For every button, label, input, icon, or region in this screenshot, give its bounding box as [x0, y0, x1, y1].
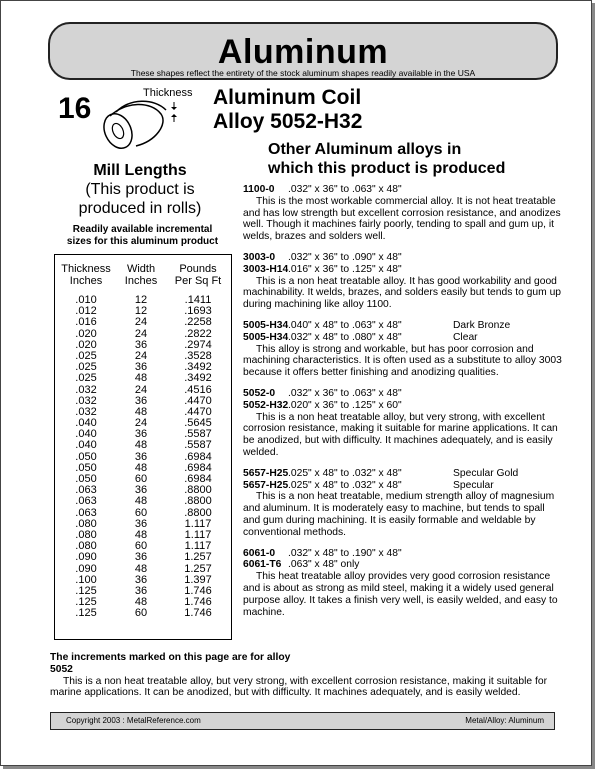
col-header-weight-line1: Pounds: [179, 263, 217, 275]
alloy-dimensions: .032" x 36" to .063" x 48": [288, 387, 402, 399]
cell-weight: 1.257: [184, 562, 212, 575]
product-title: [213, 86, 362, 134]
cell-width: 24: [134, 417, 148, 430]
cell-thickness: .010: [75, 294, 97, 306]
alloy-name: 6061-0: [243, 547, 276, 559]
mill-note-line1: (This product is: [85, 181, 195, 198]
cell-weight: .2822: [184, 327, 212, 340]
cell-width: 48: [134, 405, 148, 418]
cell-width: 24: [134, 383, 148, 396]
table-row: [55, 496, 231, 507]
alloy-dimensions: .020" x 36" to .125" x 60": [288, 399, 402, 411]
alloy-entry: [243, 468, 563, 539]
cell-thickness: .063: [75, 495, 97, 508]
cell-weight: 1.397: [184, 573, 212, 586]
cell-width: 48: [134, 461, 148, 474]
cell-width: 36: [134, 428, 148, 441]
cell-thickness: .080: [75, 540, 97, 553]
cell-width: 36: [134, 517, 148, 530]
table-row: [55, 440, 231, 451]
cell-weight: .3492: [184, 361, 212, 374]
alloy-description: This alloy is strong and workable, but has poor corrosion and machining characteristics. It is often used as a substitute to alloy 3003 because it offers better finishing and anodizing qualities.: [243, 343, 562, 379]
cell-weight: .3528: [184, 349, 212, 362]
cell-weight: .8800: [184, 484, 212, 497]
alloy-name: 5657-H25: [243, 479, 289, 491]
cell-thickness: .125: [75, 607, 97, 620]
footer-copyright: Copyright 2003 : MetalReference.com: [66, 716, 201, 725]
cell-thickness: .050: [75, 450, 97, 463]
cell-weight: 1.117: [184, 540, 212, 553]
page-header: [48, 22, 558, 80]
footnote-heading-line1: The increments marked on this page are for alloy: [50, 652, 291, 663]
sizes-table: [54, 254, 232, 640]
cell-width: 60: [134, 473, 148, 485]
cell-width: 48: [134, 562, 148, 575]
cell-weight: .4516: [184, 383, 212, 396]
alloy-list: [243, 184, 563, 627]
alloy-spec-line: [243, 468, 563, 480]
alloy-dimensions: .032" x 48" to .190" x 48": [288, 547, 402, 559]
alloy-entry: [243, 184, 563, 243]
cell-thickness: .050: [75, 473, 97, 485]
alloy-finish: Clear: [453, 331, 478, 343]
cell-width: 60: [134, 506, 148, 519]
cell-thickness: .025: [75, 361, 97, 374]
alloy-spec-line: [243, 320, 563, 332]
increments-line2: sizes for this aluminum product: [66, 236, 219, 247]
cell-weight: .5645: [184, 417, 212, 430]
alloy-dimensions: .025" x 48" to .032" x 48": [288, 479, 402, 491]
cell-width: 36: [134, 584, 148, 597]
alloy-description: This heat treatable alloy provides very good corrosion resistance and is about as strong as mild steel, making it a widely used general purpose alloy. It takes a finish very well, is easily welded, and easy to machine.: [243, 571, 558, 618]
cell-width: 48: [134, 528, 148, 541]
other-alloys-heading-line2: which this product is produced: [268, 160, 506, 177]
cell-thickness: .063: [75, 484, 97, 497]
alloy-entry: [243, 320, 563, 379]
alloy-spec-line: [243, 264, 563, 276]
alloy-name: 5657-H25: [243, 467, 289, 479]
cell-thickness: .040: [75, 439, 97, 452]
alloy-description: This is the most workable commercial alloy. It is not heat treatable and has low strength but excellent corrosion resistance, and anodizes well. Though it machines fairly poorly, tending to spall and gum up, it welds, brazes and solders well.: [243, 195, 561, 243]
cell-width: 36: [134, 573, 148, 586]
cell-width: 60: [134, 540, 148, 553]
alloy-spec-line: [243, 548, 563, 560]
col-header-weight-line2: Per Sq Ft: [174, 275, 222, 287]
increments-line1: Readily available incremental: [72, 224, 213, 235]
cell-thickness: .100: [75, 573, 97, 586]
cell-thickness: .090: [75, 551, 97, 564]
alloy-spec-line: [243, 559, 563, 571]
alloy-description: This is a non heat treatable, medium strength alloy of magnesium and aluminum. It is moderately easy to machine, but tends to spall and gum during machining. It is easily formable and weldable by conventional methods.: [243, 491, 555, 538]
cell-width: 24: [134, 349, 148, 362]
alloy-name: 5052-0: [243, 387, 276, 399]
alloy-dimensions: .040" x 48" to .063" x 48": [288, 319, 402, 331]
alloy-entry: [243, 388, 563, 459]
cell-thickness: .012: [75, 305, 97, 318]
col-header-width: [115, 263, 167, 287]
alloy-spec-line: [243, 252, 563, 264]
alloy-dimensions: .016" x 36" to .125" x 48": [288, 263, 402, 275]
table-rows: [55, 295, 231, 619]
cell-thickness: .016: [75, 316, 97, 329]
cell-weight: 1.257: [184, 551, 212, 564]
cell-width: 24: [134, 327, 148, 340]
cell-weight: .8800: [184, 495, 212, 508]
alloy-finish: Specular: [453, 479, 494, 491]
other-alloys-heading: [268, 140, 505, 178]
cell-weight: .5587: [184, 428, 212, 441]
cell-width: 36: [134, 484, 148, 497]
mill-lengths-heading: Mill Lengths: [93, 162, 187, 179]
cell-thickness: .032: [75, 405, 97, 418]
cell-width: 36: [134, 394, 148, 407]
table-row: [55, 608, 231, 619]
alloy-entry: [243, 252, 563, 311]
cell-width: 48: [134, 596, 148, 609]
increments-note: [50, 224, 235, 248]
col-header-width-line1: Width: [126, 263, 156, 275]
page-title: Aluminum: [217, 33, 389, 71]
page-subtitle: These shapes reflect the entirety of the stock aluminum shapes readily available in the USA: [130, 68, 476, 78]
cell-weight: 1.117: [184, 517, 212, 530]
cell-weight: 1.117: [184, 528, 212, 541]
col-header-thickness-line2: Inches: [69, 275, 103, 287]
alloy-description: This is a non heat treatable alloy, but very strong, with excellent corrosion resistance, making it suitable for marine applications. It can be anodized, but with difficulty. It machines adequately, and is easily welded.: [243, 411, 558, 458]
cell-width: 60: [134, 607, 148, 620]
other-alloys-heading-line1: Other Aluminum alloys in: [268, 141, 462, 158]
cell-thickness: .032: [75, 383, 97, 396]
cell-thickness: .032: [75, 394, 97, 407]
alloy-spec-line: [243, 400, 563, 412]
cell-weight: 1.746: [184, 596, 212, 609]
cell-thickness: .080: [75, 517, 97, 530]
cell-width: 48: [134, 372, 148, 385]
footer-category: Metal/Alloy: Aluminum: [465, 716, 544, 725]
table-row: [55, 385, 231, 396]
alloy-dimensions: .032" x 48" to .080" x 48": [288, 331, 402, 343]
page-footer: [50, 712, 555, 730]
cell-thickness: .050: [75, 461, 97, 474]
cell-thickness: .080: [75, 528, 97, 541]
alloy-name: 6061-T6: [243, 559, 282, 571]
page-number: 16: [58, 92, 92, 125]
alloy-name: 5005-H34: [243, 331, 289, 343]
cell-thickness: .040: [75, 417, 97, 430]
alloy-spec-line: [243, 332, 563, 344]
cell-width: 24: [134, 316, 148, 329]
cell-width: 48: [134, 495, 148, 508]
alloy-finish: Specular Gold: [453, 467, 519, 479]
cell-thickness: .040: [75, 428, 97, 441]
cell-thickness: .025: [75, 372, 97, 385]
footnote-heading-line2: 5052: [50, 663, 73, 675]
mill-note-line2: produced in rolls): [78, 200, 202, 217]
col-header-thickness-line1: Thickness: [61, 263, 111, 275]
alloy-dimensions: .032" x 36" to .090" x 48": [288, 251, 402, 263]
footnote-text: This is a non heat treatable alloy, but very strong, with excellent corrosion resistance, making it suitable for marine applications. It can be anodized, but with difficulty. It machines adequately, and is easily welded.: [50, 675, 547, 699]
cell-weight: .4470: [184, 405, 212, 418]
table-row: [55, 552, 231, 563]
cell-weight: .2974: [184, 338, 212, 351]
cell-weight: .6984: [184, 461, 212, 474]
mill-lengths: [50, 162, 230, 218]
cell-thickness: .125: [75, 584, 97, 597]
cell-width: 36: [134, 551, 148, 564]
cell-weight: 1.746: [184, 607, 212, 620]
alloy-name: 5052-H32: [243, 399, 289, 411]
cell-weight: .2258: [184, 316, 212, 329]
alloy-description: This is a non heat treatable alloy. It has good workability and good machinability. It welds, brazes, and solders easily but tends to gum up during machining like alloy 1100.: [243, 275, 562, 311]
table-row: [55, 564, 231, 575]
cell-width: 12: [134, 305, 148, 318]
cell-width: 36: [134, 361, 148, 374]
cell-weight: .4470: [184, 394, 212, 407]
thickness-label: Thickness: [143, 87, 193, 99]
cell-width: 12: [134, 294, 148, 306]
table-row: [55, 373, 231, 384]
alloy-spec-line: [243, 184, 563, 196]
cell-weight: .6984: [184, 473, 212, 485]
cell-thickness: .090: [75, 562, 97, 575]
cell-weight: .6984: [184, 450, 212, 463]
cell-weight: .1411: [184, 294, 212, 306]
alloy-dimensions: .032" x 36" to .063" x 48": [288, 184, 402, 195]
alloy-dimensions: .063" x 48" only: [288, 559, 360, 571]
cell-thickness: .025: [75, 349, 97, 362]
cell-thickness: .020: [75, 338, 97, 351]
product-title-line2: Alloy 5052-H32: [213, 110, 363, 133]
alloy-finish: Dark Bronze: [453, 319, 511, 331]
alloy-entry: [243, 548, 563, 619]
cell-weight: 1.746: [184, 584, 212, 597]
alloy-spec-line: [243, 480, 563, 492]
product-title-line1: Aluminum Coil: [213, 86, 362, 109]
col-header-width-line2: Inches: [124, 275, 158, 287]
alloy-name: 3003-H14: [243, 263, 289, 275]
cell-weight: .1693: [184, 305, 212, 318]
alloy-name: 5005-H34: [243, 319, 289, 331]
alloy-spec-line: [243, 388, 563, 400]
col-header-weight: [169, 263, 227, 287]
cell-thickness: .020: [75, 327, 97, 340]
footnote: [50, 652, 550, 699]
cell-weight: .5587: [184, 439, 212, 452]
cell-width: 48: [134, 439, 148, 452]
alloy-name: 1100-0: [243, 184, 275, 195]
table-row: [55, 317, 231, 328]
col-header-thickness: [59, 263, 113, 287]
alloy-dimensions: .025" x 48" to .032" x 48": [288, 467, 402, 479]
cell-width: 36: [134, 450, 148, 463]
cell-width: 36: [134, 338, 148, 351]
cell-thickness: .063: [75, 506, 97, 519]
cell-thickness: .125: [75, 596, 97, 609]
cell-weight: .3492: [184, 372, 212, 385]
cell-weight: .8800: [184, 506, 212, 519]
alloy-name: 3003-0: [243, 251, 276, 263]
